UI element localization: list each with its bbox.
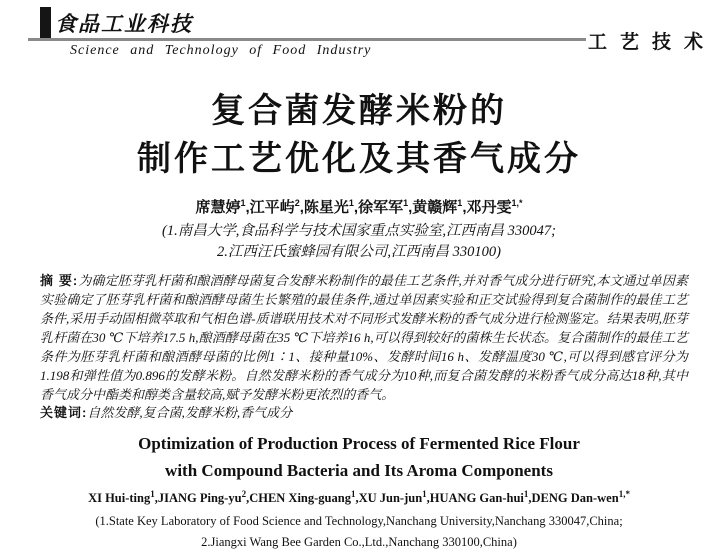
title-en-line1: Optimization of Production Process of Fermented Rice Flour — [138, 434, 580, 453]
journal-logo-cn: 食品工业科技 — [55, 8, 197, 41]
keywords-label: 关键词: — [40, 405, 88, 420]
abstract-text: 为确定胚芽乳杆菌和酿酒酵母菌复合发酵米粉制作的最佳工艺条件,并对香气成分进行研究,本文通过单因素实验确定了胚芽乳杆菌和酿酒酵母菌生长繁殖的最佳条件,通过单因素实验和正交试验得到复合菌制作的最佳工艺条件,采用手动固相微萃取和气相色谱-质谱联用技术对不同形式发酵米粉的香气成分进行检测鉴定。结果表明,胚芽乳杆菌在30 ℃下培养17.5 h,酿酒酵母菌在35 ℃下培养16 h,可以得到较好的菌株生长状态。复合菌制作的最佳工艺条件为胚芽乳杆菌和酿酒酵母菌的比例1∶1、接种量10%、发酵时间16 h、发酵温度30 ℃,可以得到感官评分为1.198和弹性值为0.896的发酵米粉。自然发酵米粉的香气成分为10种,而复合菌发酵的米粉香气成分高达18种,其中香气成分中酯类和醇类含量较高,赋予发酵米粉更浓烈的香气。 — [40, 273, 688, 402]
affiliation-cn-1: (1.南昌大学,食品科学与技术国家重点实验室,江西南昌 330047; — [162, 223, 556, 239]
author-name: 黄赣辉$^1$, — [412, 198, 467, 216]
keywords-line — [40, 403, 688, 422]
authors-en — [0, 488, 718, 506]
section-label: 工艺技术 — [587, 32, 716, 53]
authors-cn — [0, 196, 718, 217]
abstract-label: 摘 要: — [40, 273, 79, 288]
affiliation-en-1: (1.State Key Laboratory of Food Science and Technology,Nanchang University,Nanchang 330047,China; — [95, 514, 623, 528]
masthead-divider-rule — [28, 38, 586, 41]
author-name: 江平屿$^2$, — [249, 198, 304, 216]
keywords-text: 自然发酵,复合菌,发酵米粉,香气成分 — [87, 405, 293, 420]
author-name: XI Hui-ting$^1$, — [88, 488, 158, 505]
affiliation-cn-2: 2.江西汪氏蜜蜂园有限公司,江西南昌 330100) — [217, 244, 501, 260]
author-name: JIANG Ping-$yu^2$, — [157, 488, 250, 505]
title-en-line2: with Compound Bacteria and Its Aroma Components — [165, 461, 553, 480]
title-cn-line1: 复合菌发酵米粉的 — [211, 93, 507, 130]
journal-name-en: Science and Technology of Food Industry — [70, 43, 372, 58]
author-name: DENG Dan-wen$^{1,*}$ — [531, 488, 630, 505]
article-title-cn — [0, 88, 718, 184]
author-name: XU Jun-jun$^1$, — [358, 488, 430, 505]
author-name: 徐军军$^1$, — [358, 198, 413, 216]
author-name: 邓丹雯$^{1,*}$ — [466, 198, 523, 216]
affiliation-en-2: 2.Jiangxi Wang Bee Garden Co.,Ltd.,Nanchang 330100,China) — [201, 535, 517, 549]
author-name: CHEN Xing-guang$^1$, — [249, 488, 359, 505]
author-name: 陈星光$^1$, — [303, 198, 359, 216]
journal-logo-bar — [40, 7, 51, 39]
article-title-en — [0, 430, 718, 484]
author-name: 席慧婷$^1$, — [195, 198, 250, 216]
title-cn-line2: 制作工艺优化及其香气成分 — [137, 141, 581, 178]
abstract-paragraph — [40, 271, 688, 404]
author-name: HUANG Gan-hui$^1$, — [429, 488, 532, 505]
